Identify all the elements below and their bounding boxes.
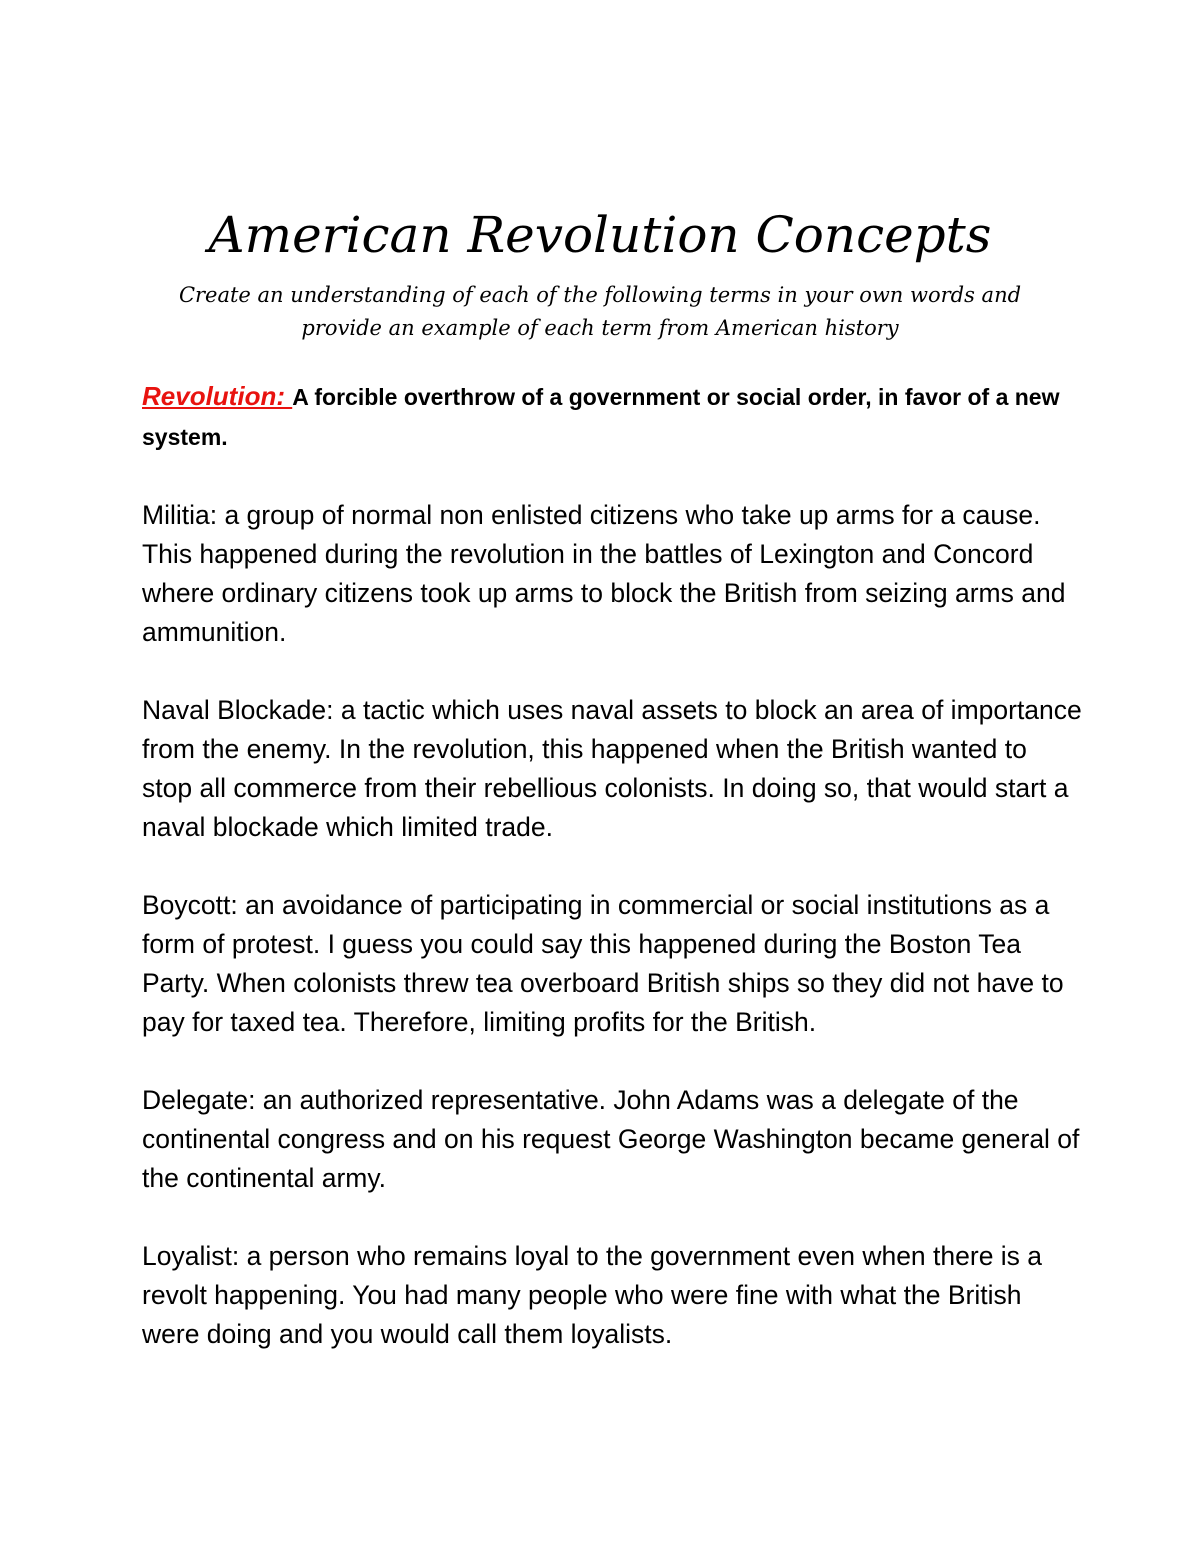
entry-delegate: Delegate: an authorized representative. John Adams was a delegate of the continental congress and on his request George Washington became general of the continental army. <box>142 1085 1080 1193</box>
entry-militia: Militia: a group of normal non enlisted citizens who take up arms for a cause. This happened during the revolution in the battles of Lexington and Concord where ordinary citizens took up arms to block the British from seizing arms and ammunition. <box>142 500 1066 647</box>
entry-boycott: Boycott: an avoidance of participating in commercial or social institutions as a form of protest. I guess you could say this happened during the Boston Tea Party. When colonists threw tea overboard British ships so they did not have to pay for taxed tea. Therefore, limiting profits for the British. <box>142 890 1064 1037</box>
term-revolution: Revolution: <box>142 381 285 411</box>
document-subtitle: Create an understanding of each of the following terms in your own words and provide an example of each term from American history <box>178 283 1022 340</box>
entry-loyalist: Loyalist: a person who remains loyal to the government even when there is a revolt happening. You had many people who were fine with what the British were doing and you would call them loyalists. <box>142 1241 1043 1349</box>
document-title: American Revolution Concepts <box>208 206 992 264</box>
entry-revolution <box>142 376 1082 457</box>
definition-revolution: A forcible overthrow of a government or social order, in favor of a new system. <box>142 384 1060 450</box>
document-body <box>142 376 1082 1393</box>
entry-naval-blockade: Naval Blockade: a tactic which uses naval assets to block an area of importance from the enemy. In the revolution, this happened when the British wanted to stop all commerce from their rebellious colonists. In doing so, that would start a naval blockade which limited trade. <box>142 695 1082 842</box>
